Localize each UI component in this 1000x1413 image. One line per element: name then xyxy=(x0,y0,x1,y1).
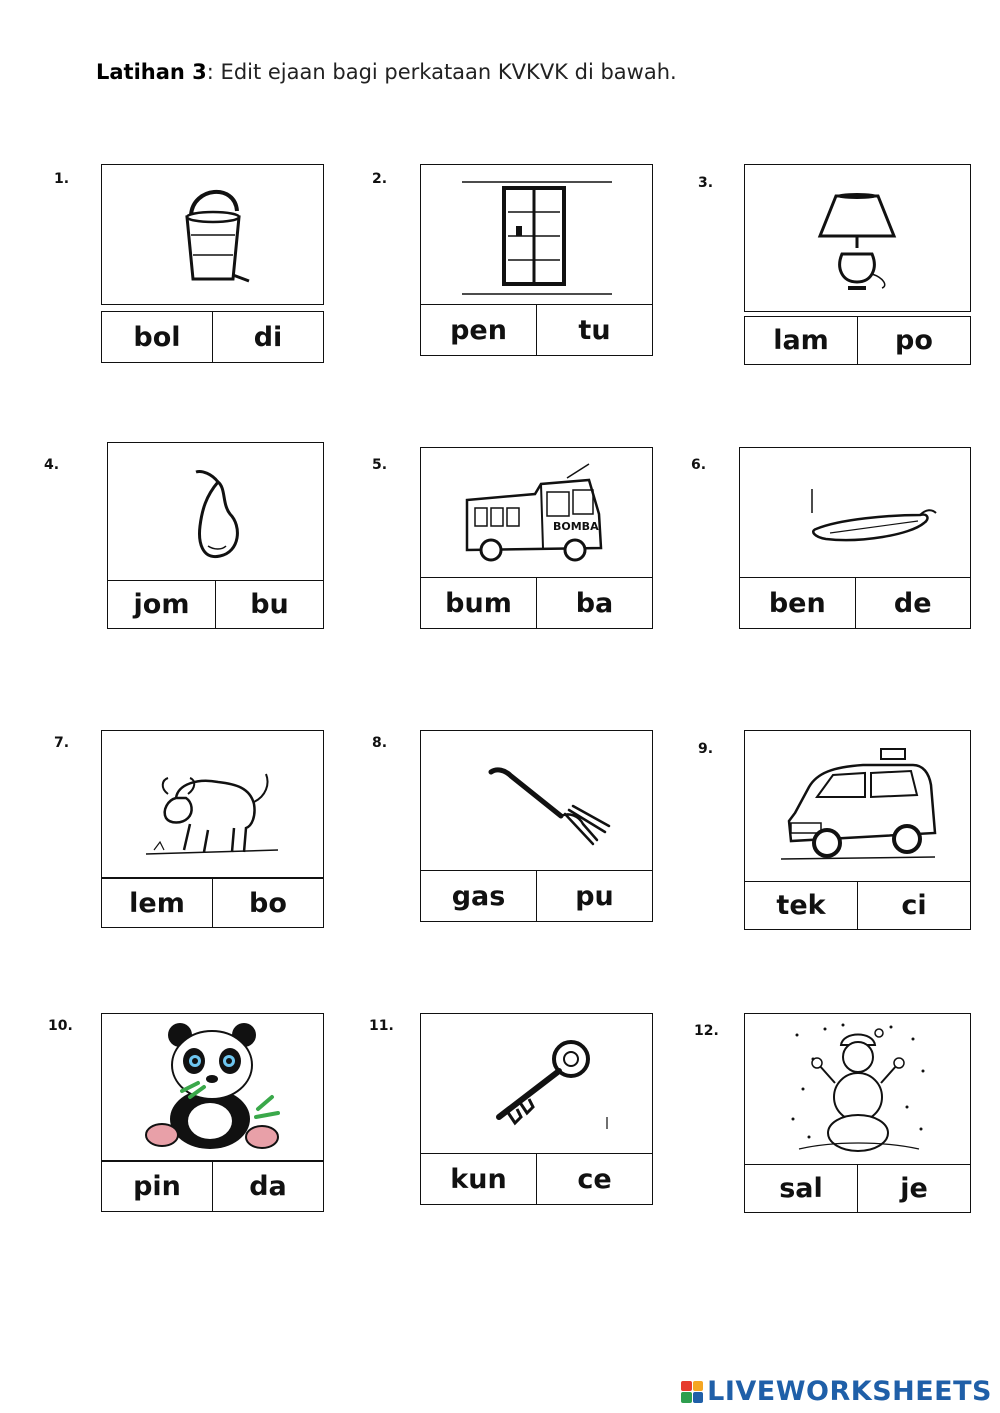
logo-tile xyxy=(681,1381,692,1392)
truck-label: BOMBA xyxy=(552,520,599,533)
syllable-row xyxy=(744,881,971,930)
syllable-row xyxy=(101,311,324,363)
syllable-row xyxy=(420,1153,653,1205)
syllable-row xyxy=(101,878,324,928)
syllable-cell[interactable]: bu xyxy=(215,581,323,628)
syllable-cell[interactable]: pu xyxy=(536,871,652,921)
item-number: 1. xyxy=(54,171,70,187)
picture-box xyxy=(107,442,324,582)
syllable-cell[interactable]: kun xyxy=(450,1163,507,1195)
item-number: 7. xyxy=(54,735,70,751)
syllable-cell[interactable]: de xyxy=(855,578,971,628)
liveworksheets-logo[interactable] xyxy=(681,1376,992,1407)
okra-icon xyxy=(770,463,940,563)
picture-box xyxy=(420,1013,653,1155)
exercise-title xyxy=(96,60,677,84)
syllable-cell[interactable]: gas xyxy=(451,880,506,912)
syllable-cell[interactable]: di xyxy=(212,312,323,362)
picture-box xyxy=(420,447,653,579)
picture-box xyxy=(739,447,971,579)
syllable-cell[interactable]: bum xyxy=(445,587,512,619)
syllable-cell[interactable]: ba xyxy=(536,578,652,628)
syllable-cell[interactable]: tu xyxy=(536,305,652,355)
liveworksheets-mark-icon xyxy=(681,1381,703,1403)
picture-box xyxy=(744,730,971,882)
syllable-cell[interactable]: lam xyxy=(773,325,829,356)
syllable-row xyxy=(744,316,971,365)
item-number: 10. xyxy=(48,1018,73,1034)
item-number: 8. xyxy=(372,735,388,751)
syllable-cell[interactable]: pen xyxy=(450,314,507,346)
syllable-cell[interactable]: je xyxy=(857,1165,970,1212)
syllable-cell[interactable]: bol xyxy=(133,321,181,353)
syllable-cell[interactable]: tek xyxy=(776,890,826,921)
picture-box xyxy=(101,730,324,878)
item-number: 11. xyxy=(369,1018,394,1034)
syllable-cell[interactable]: pin xyxy=(133,1171,181,1202)
item-number: 2. xyxy=(372,171,388,187)
picture-box xyxy=(101,1013,324,1161)
item-number: 9. xyxy=(698,741,714,757)
syllable-row xyxy=(101,1161,324,1212)
item-number: 3. xyxy=(698,175,714,191)
logo-tile xyxy=(693,1392,704,1403)
picture-box xyxy=(744,164,971,312)
item-number: 5. xyxy=(372,457,388,473)
buffalo-icon xyxy=(138,744,288,864)
syllable-row xyxy=(739,577,971,629)
picture-box xyxy=(420,164,653,305)
syllable-cell[interactable]: ce xyxy=(536,1154,652,1204)
item-number: 12. xyxy=(694,1023,719,1039)
syllable-row xyxy=(420,577,653,629)
key-icon xyxy=(457,1029,617,1139)
syllable-cell[interactable]: lem xyxy=(129,887,185,919)
fork-icon xyxy=(457,746,617,856)
taxi-icon xyxy=(773,741,943,871)
syllable-cell[interactable]: sal xyxy=(779,1173,823,1204)
window-icon xyxy=(432,170,642,300)
exercise-instruction: : Edit ejaan bagi perkataan KVKVK di bawah. xyxy=(206,60,677,84)
syllable-cell[interactable]: ci xyxy=(857,882,970,929)
syllable-cell[interactable]: ben xyxy=(768,587,826,619)
syllable-cell[interactable]: bo xyxy=(212,879,323,927)
syllable-row xyxy=(420,304,653,356)
liveworksheets-brand: LIVEWORKSHEETS xyxy=(707,1376,992,1407)
syllable-cell[interactable]: da xyxy=(212,1162,323,1211)
syllable-row xyxy=(744,1164,971,1213)
logo-tile xyxy=(693,1381,704,1392)
panda-icon xyxy=(138,1017,288,1157)
syllable-cell[interactable]: jom xyxy=(133,589,190,620)
snowman-icon xyxy=(783,1019,933,1159)
picture-box xyxy=(744,1013,971,1165)
syllable-row xyxy=(420,870,653,922)
item-number: 4. xyxy=(44,457,60,473)
guava-icon xyxy=(156,452,276,572)
fire-truck-icon xyxy=(457,458,617,568)
bucket-icon xyxy=(153,175,273,295)
syllable-cell[interactable]: po xyxy=(857,317,970,364)
logo-tile xyxy=(681,1392,692,1403)
picture-box xyxy=(101,164,324,305)
exercise-label: Latihan 3 xyxy=(96,60,207,84)
picture-box xyxy=(420,730,653,872)
syllable-row xyxy=(107,580,324,629)
item-number: 6. xyxy=(691,457,707,473)
lamp-icon xyxy=(798,178,918,298)
